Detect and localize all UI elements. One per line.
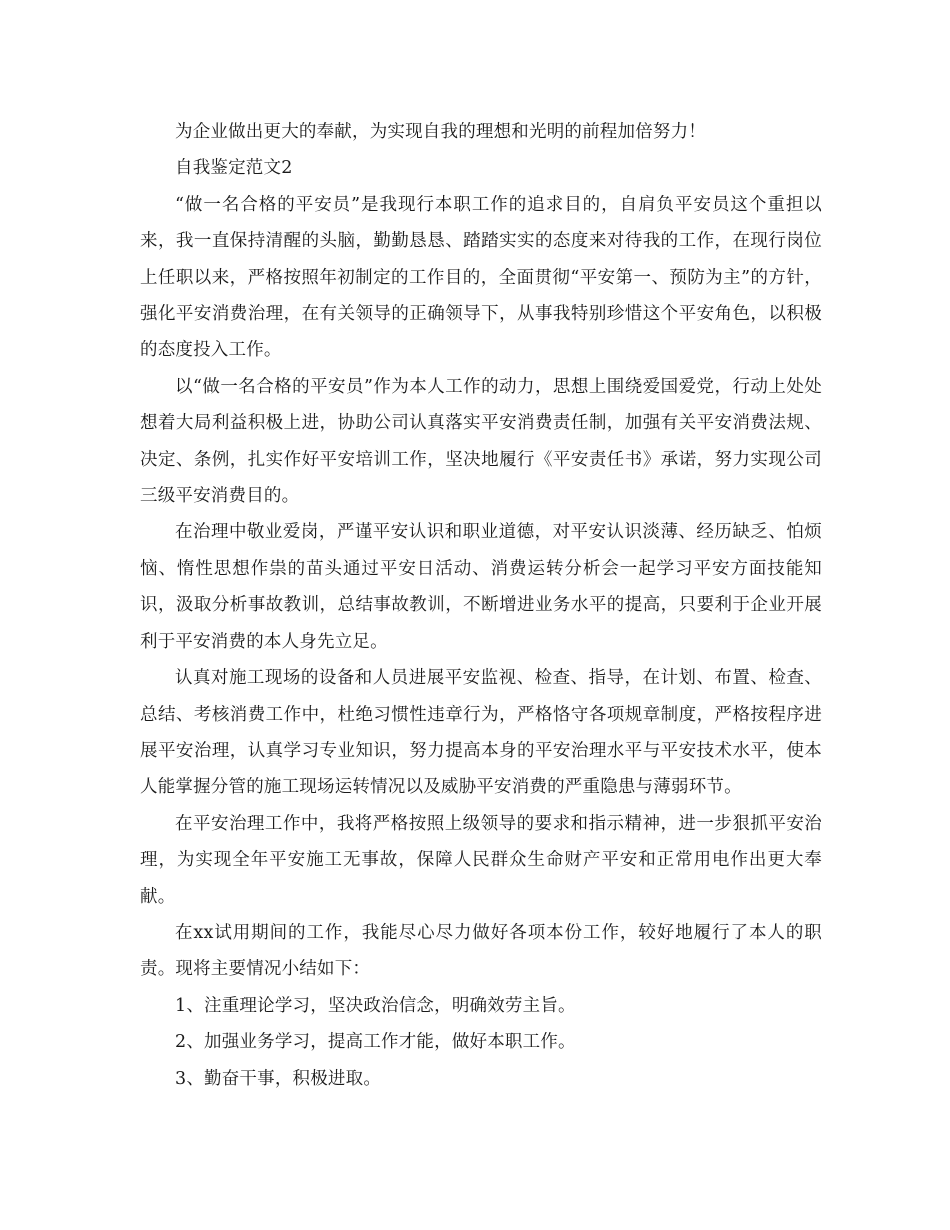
section-heading: 自我鉴定范文2 — [175, 158, 293, 179]
paragraph: “做一名合格的平安员”是我现行本职工作的追求目的，自肩负平安员这个重担以来，我一直保持清醒的头脑，勤勤恳恳、踏踏实实的态度来对待我的工作，在现行岗位上任职以来，严格按照年初制定的工作目的，全面贯彻“平安第一、预防为主”的方针，强化平安消费治理，在有关领导的正确领导下，从事我特别珍惜这个平安角色，以积极的态度投入工作。 — [140, 194, 822, 361]
paragraph-closing-line: 为企业做出更大的奉献，为实现自我的理想和光明的前程加倍努力！ — [175, 122, 706, 142]
list-item: 2、加强业务学习，提高工作才能，做好本职工作。 — [175, 1032, 576, 1053]
paragraph: 在xx试用期间的工作，我能尽心尽力做好各项本份工作，较好地履行了本人的职责。现将主要情况小结如下： — [140, 922, 822, 980]
paragraph: 在平安治理工作中，我将严格按照上级领导的要求和指示精神，进一步狠抓平安治理，为实现全年平安施工无事故，保障人民群众生命财产平安和正常用电作出更大奉献。 — [140, 813, 822, 907]
list-item: 3、勤奋干事，积极进取。 — [175, 1068, 382, 1089]
paragraph: 在治理中敬业爱岗，严谨平安认识和职业道德，对平安认识淡薄、经历缺乏、怕烦恼、惰性思想作祟的苗头通过平安日活动、消费运转分析会一起学习平安方面技能知识，汲取分析事故教训，总结事故教训，不断增进业务水平的提高，只要利于企业开展利于平安消费的本人身先立足。 — [140, 522, 822, 652]
paragraph: 认真对施工现场的设备和人员进展平安监视、检查、指导，在计划、布置、检查、总结、考核消费工作中，杜绝习惯性违章行为，严格恪守各项规章制度，严格按程序进展平安治理，认真学习专业知识，努力提高本身的平安治理水平与平安技术水平，使本人能掌握分管的施工现场运转情况以及威胁平安消费的严重隐患与薄弱环节。 — [140, 668, 822, 798]
document-body — [140, 114, 822, 1097]
list-item: 1、注重理论学习，坚决政治信念，明确效劳主旨。 — [175, 995, 576, 1016]
paragraph: 以“做一名合格的平安员”作为本人工作的动力，思想上围绕爱国爱党，行动上处处想着大局利益积极上进，协助公司认真落实平安消费责任制，加强有关平安消费法规、决定、条例，扎实作好平安培训工作，坚决地履行《平安责任书》承诺，努力实现公司三级平安消费目的。 — [140, 376, 822, 507]
